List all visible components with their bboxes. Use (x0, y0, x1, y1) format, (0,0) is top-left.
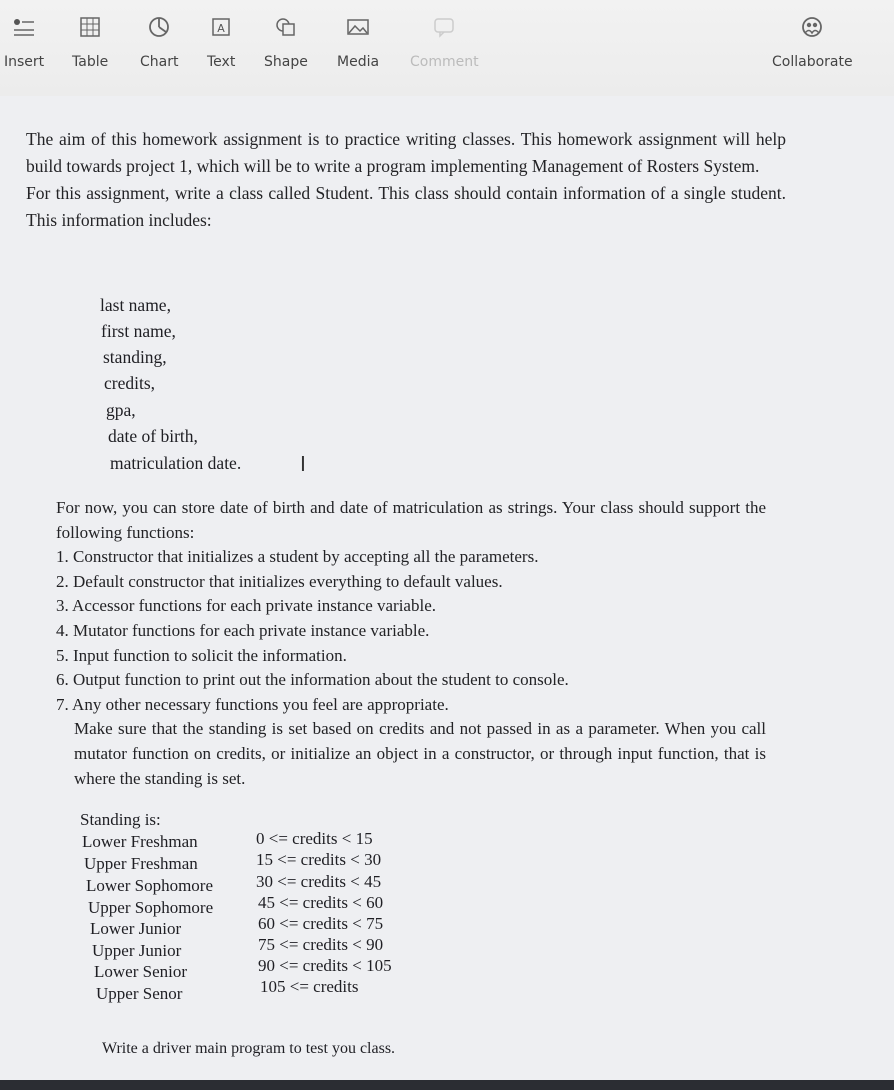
function-item: 6. Output function to print out the information about the student to console. (56, 670, 569, 690)
field-item: first name, (101, 321, 176, 341)
table-label: Table (72, 54, 109, 70)
document-page[interactable] (0, 96, 894, 1090)
insert-button[interactable] (4, 14, 44, 70)
toolbar (0, 0, 894, 96)
svg-text:A: A (217, 22, 225, 35)
standing-range: 0 <= credits < 15 (256, 829, 373, 848)
function-item: 2. Default constructor that initializes everything to default values. (56, 571, 503, 591)
function-item: 1. Constructor that initializes a student by accepting all the parameters. (56, 547, 539, 567)
insert-icon (4, 14, 44, 40)
comment-label: Comment (410, 54, 479, 70)
intro-text: The aim of this homework assignment is to practice writing classes. This homework assignment will help build towards project 1, which will be to write a program implementing Management of Rosters System. (26, 129, 786, 176)
function-item: 4. Mutator functions for each private instance variable. (56, 620, 430, 640)
collaborate-icon (772, 14, 853, 40)
chart-button[interactable] (140, 14, 178, 70)
standing-name: Lower Sophomore (86, 876, 214, 895)
standing-name: Lower Senior (94, 962, 188, 981)
collaborate-label: Collaborate (772, 54, 853, 70)
text-icon (207, 14, 235, 40)
table-button[interactable] (72, 14, 108, 70)
standing-range: 60 <= credits < 75 (258, 914, 384, 933)
shape-icon (264, 14, 308, 40)
functions-intro: For now, you can store date of birth and date of matriculation as strings. Your class should support the following functions: (56, 498, 766, 542)
bottom-bezel (0, 1080, 894, 1090)
shape-label: Shape (264, 54, 308, 70)
field-item: last name, (100, 295, 171, 315)
standing-range: 15 <= credits < 30 (256, 850, 382, 869)
field-item: standing, (103, 347, 167, 367)
standing-name: Upper Freshman (84, 854, 198, 873)
standing-range: 45 <= credits < 60 (258, 893, 384, 912)
insert-label: Insert (4, 54, 45, 70)
standing-range: 75 <= credits < 90 (258, 935, 384, 954)
standing-range: 30 <= credits < 45 (256, 872, 382, 891)
field-item: date of birth, (108, 426, 198, 446)
standing-name: Upper Sophomore (88, 898, 214, 917)
standing-name: Lower Junior (90, 919, 182, 938)
standing-range: 90 <= credits < 105 (258, 956, 392, 975)
standing-title: Standing is: (80, 810, 161, 829)
table-icon (72, 14, 108, 40)
intro-paragraph (26, 126, 786, 234)
field-item: gpa, (106, 400, 136, 420)
footer-instruction: Write a driver main program to test you class. (102, 1040, 396, 1057)
function-item: 3. Accessor functions for each private instance variable. (56, 596, 436, 616)
function-item: 5. Input function to solicit the information. (56, 645, 347, 665)
function-item: 7. Any other necessary functions you feel are appropriate. (56, 694, 449, 714)
chart-label: Chart (140, 54, 179, 70)
standing-range: 105 <= credits (260, 977, 359, 996)
text-button[interactable] (207, 14, 235, 70)
shape-button[interactable] (264, 14, 308, 70)
functions-paragraph (56, 496, 766, 791)
chart-icon (140, 14, 178, 40)
media-icon (337, 14, 379, 40)
text-cursor-icon: I (300, 452, 306, 476)
standing-name: Upper Junior (92, 941, 182, 960)
text-label: Text (207, 54, 236, 70)
comment-button[interactable] (410, 14, 479, 70)
intro-text-2: For this assignment, write a class called Student. This class should contain information of a single student. This information includes: (26, 183, 786, 230)
comment-icon (410, 14, 479, 40)
media-button[interactable] (337, 14, 379, 70)
field-item: matriculation date. (110, 453, 242, 473)
standing-note: Make sure that the standing is set based on credits and not passed in as a parameter. When you call mutator function on credits, or initialize an object in a constructor, or through input function, that is where the standing is set. (74, 719, 766, 788)
standing-name: Lower Freshman (82, 832, 198, 851)
field-item: credits, (104, 373, 156, 393)
standing-name: Upper Senor (96, 984, 183, 1003)
media-label: Media (337, 54, 380, 70)
collaborate-button[interactable] (772, 14, 853, 70)
